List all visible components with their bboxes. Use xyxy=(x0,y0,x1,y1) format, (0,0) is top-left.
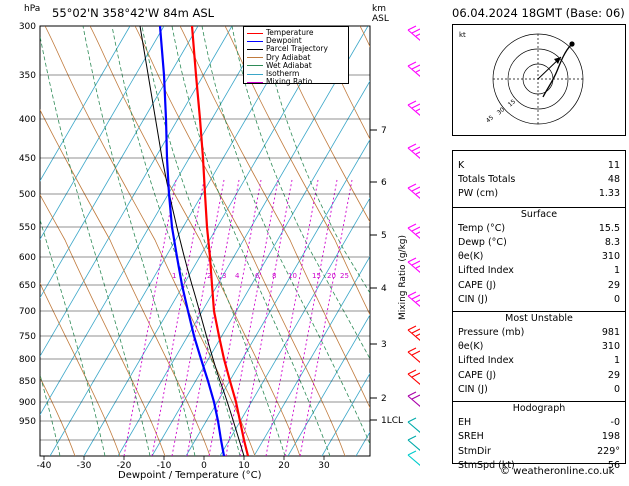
svg-text:1: 1 xyxy=(172,272,177,280)
index-label-k: K xyxy=(458,160,465,171)
index-label-pw: PW (cm) xyxy=(458,188,499,200)
svg-text:4: 4 xyxy=(235,272,240,280)
svg-text:400: 400 xyxy=(18,115,36,125)
surface-label-dewp: Dewp (°C) xyxy=(458,236,507,248)
legend xyxy=(243,26,349,87)
svg-text:300: 300 xyxy=(18,22,36,32)
svg-text:800: 800 xyxy=(18,355,36,365)
wind-barb xyxy=(408,418,420,434)
svg-text:4: 4 xyxy=(381,284,387,294)
svg-text:2: 2 xyxy=(381,394,387,404)
surface-row-dewp xyxy=(453,236,625,250)
index-label-totals: Totals Totals xyxy=(458,174,516,186)
index-value-k: 11 xyxy=(607,160,620,171)
surface-value-dewp: 8.3 xyxy=(604,236,620,248)
hodograph-unit-label: kt xyxy=(459,31,466,39)
station-title: 55°02'N 358°42'W 84m ASL xyxy=(52,6,215,20)
svg-text:25: 25 xyxy=(340,272,349,280)
svg-text:2: 2 xyxy=(207,272,212,280)
svg-text:500: 500 xyxy=(18,190,36,200)
surface-label-cape: CAPE (J) xyxy=(458,279,497,291)
surface-label-temp: Temp (°C) xyxy=(458,222,506,234)
wind-barb xyxy=(408,370,420,386)
legend-swatch-mixing-ratio xyxy=(247,82,263,83)
index-row-totals xyxy=(453,173,625,187)
svg-text:30: 30 xyxy=(318,461,330,471)
hodograph-panel xyxy=(452,24,626,136)
wind-barb xyxy=(408,436,420,452)
wind-barb xyxy=(408,224,420,240)
svg-text:6: 6 xyxy=(381,178,387,188)
svg-text:10: 10 xyxy=(238,461,250,471)
svg-text:-10: -10 xyxy=(156,461,172,471)
wind-barb xyxy=(408,26,420,42)
hodo-value-stmdir: 229° xyxy=(597,445,620,457)
svg-text:900: 900 xyxy=(18,398,36,408)
surface-value-li: 1 xyxy=(613,265,620,277)
svg-text:450: 450 xyxy=(18,154,36,164)
surface-row-temp xyxy=(453,222,625,236)
unstable-label-cape: CAPE (J) xyxy=(458,369,497,381)
wind-barb xyxy=(408,258,420,274)
unstable-row-pressure xyxy=(453,326,625,340)
surface-row-cape xyxy=(453,279,625,293)
hodo-label-stmdir: StmDir xyxy=(458,445,491,457)
surface-row-li xyxy=(453,264,625,278)
legend-swatch-temperature xyxy=(247,33,263,34)
svg-text:15: 15 xyxy=(506,98,518,109)
altitude-unit-line2: ASL xyxy=(372,14,389,24)
wind-barb xyxy=(408,144,420,160)
unstable-label-thetae: θe(K) xyxy=(458,341,484,353)
index-value-pw: 1.33 xyxy=(598,188,620,200)
legend-label-parcel: Parcel Trajectory xyxy=(266,44,328,54)
copyright-footer: © weatheronline.co.uk xyxy=(500,466,615,477)
legend-swatch-wet-adiabat xyxy=(247,65,263,66)
svg-text:700: 700 xyxy=(18,307,36,317)
hodo-label-stmspd: StmSpd (kt) xyxy=(458,459,515,471)
surface-value-cape: 29 xyxy=(607,279,620,291)
hodograph-ring-labels xyxy=(485,98,517,124)
wind-barb xyxy=(408,451,420,467)
surface-value-thetae: 310 xyxy=(601,251,620,263)
svg-text:7: 7 xyxy=(381,126,387,136)
svg-text:550: 550 xyxy=(18,223,36,233)
hodo-row-stmdir xyxy=(453,445,625,459)
svg-text:5: 5 xyxy=(381,231,387,241)
surface-label-cin: CIN (J) xyxy=(458,293,488,305)
svg-text:6: 6 xyxy=(255,272,260,280)
unstable-value-thetae: 310 xyxy=(601,341,620,353)
unstable-value-li: 1 xyxy=(613,355,620,367)
svg-text:1LCL: 1LCL xyxy=(381,416,404,426)
svg-text:20: 20 xyxy=(278,461,290,471)
pressure-tick-labels xyxy=(19,22,36,427)
run-title: 06.04.2024 18GMT (Base: 06) xyxy=(452,6,625,20)
section-header-surface: Surface xyxy=(453,207,625,222)
surface-row-cin xyxy=(453,293,625,307)
hodo-row-sreh xyxy=(453,430,625,444)
legend-label-mixing-ratio: Mixing Ratio xyxy=(266,77,313,87)
unstable-label-li: Lifted Index xyxy=(458,355,514,367)
wind-barb xyxy=(408,62,420,78)
svg-text:30: 30 xyxy=(495,106,507,117)
surface-label-thetae: θe(K) xyxy=(458,251,484,263)
surface-label-li: Lifted Index xyxy=(458,265,514,277)
svg-text:3: 3 xyxy=(222,272,227,280)
svg-text:10: 10 xyxy=(288,272,297,280)
legend-label-isotherm: Isotherm xyxy=(266,68,300,78)
index-row-k xyxy=(453,159,625,173)
legend-label-dewpoint: Dewpoint xyxy=(266,36,302,46)
unstable-label-pressure: Pressure (mb) xyxy=(458,327,525,339)
section-header-hodograph: Hodograph xyxy=(453,401,625,416)
unstable-row-cape xyxy=(453,369,625,383)
svg-text:-40: -40 xyxy=(36,461,52,471)
svg-text:600: 600 xyxy=(18,253,36,263)
x-tick-marks xyxy=(44,456,324,460)
index-row-pw xyxy=(453,187,625,201)
svg-text:-20: -20 xyxy=(116,461,132,471)
svg-text:45: 45 xyxy=(484,114,496,125)
unstable-value-cin: 0 xyxy=(613,383,620,395)
surface-value-cin: 0 xyxy=(613,293,620,305)
legend-swatch-dry-adiabat xyxy=(247,57,263,58)
mixing-ratio-axis-title: Mixing Ratio (g/kg) xyxy=(398,234,408,320)
svg-text:0: 0 xyxy=(201,461,207,471)
wind-barb xyxy=(408,184,420,200)
legend-label-temperature: Temperature xyxy=(266,28,314,37)
hodo-value-stmspd: 56 xyxy=(607,459,620,471)
legend-label-dry-adiabat: Dry Adiabat xyxy=(266,52,311,62)
wind-barb xyxy=(408,348,420,364)
legend-swatch-dewpoint xyxy=(247,41,263,42)
surface-value-temp: 15.5 xyxy=(598,222,620,234)
indices-panel xyxy=(452,150,626,471)
svg-text:750: 750 xyxy=(18,332,36,342)
unstable-row-thetae xyxy=(453,340,625,354)
wind-barb xyxy=(408,101,420,117)
unstable-row-li xyxy=(453,354,625,368)
wind-barb xyxy=(408,326,420,342)
wind-barb-column xyxy=(408,26,420,467)
pressure-unit-label: hPa xyxy=(24,4,41,14)
legend-swatch-parcel xyxy=(247,49,263,50)
unstable-label-cin: CIN (J) xyxy=(458,383,488,395)
legend-label-wet-adiabat: Wet Adiabat xyxy=(266,60,312,70)
hodo-label-sreh: SREH xyxy=(458,431,484,443)
svg-text:850: 850 xyxy=(18,377,36,387)
svg-text:20: 20 xyxy=(327,272,336,280)
hodograph-top-point xyxy=(569,41,574,46)
hodo-row-eh xyxy=(453,416,625,430)
hodograph-svg xyxy=(453,25,623,133)
unstable-value-pressure: 981 xyxy=(601,327,620,339)
surface-row-thetae xyxy=(453,250,625,264)
unstable-row-cin xyxy=(453,383,625,397)
svg-text:8: 8 xyxy=(272,272,277,280)
legend-swatch-isotherm xyxy=(247,74,263,75)
hodo-label-eh: EH xyxy=(458,417,472,429)
hodo-value-sreh: 198 xyxy=(601,431,620,443)
altitude-unit-line1: km xyxy=(372,4,386,14)
svg-text:3: 3 xyxy=(381,340,387,350)
section-header-most-unstable: Most Unstable xyxy=(453,311,625,326)
svg-text:650: 650 xyxy=(18,281,36,291)
svg-text:15: 15 xyxy=(312,272,321,280)
x-axis-title: Dewpoint / Temperature (°C) xyxy=(118,470,262,481)
svg-text:350: 350 xyxy=(18,71,36,81)
wind-barb xyxy=(408,292,420,308)
hodo-value-eh: -0 xyxy=(610,417,620,429)
unstable-value-cape: 29 xyxy=(607,369,620,381)
svg-text:950: 950 xyxy=(18,417,36,427)
index-value-totals: 48 xyxy=(607,174,620,186)
legend-item-mixing-ratio xyxy=(247,78,345,86)
wind-barb xyxy=(408,392,420,408)
svg-text:-30: -30 xyxy=(76,461,92,471)
